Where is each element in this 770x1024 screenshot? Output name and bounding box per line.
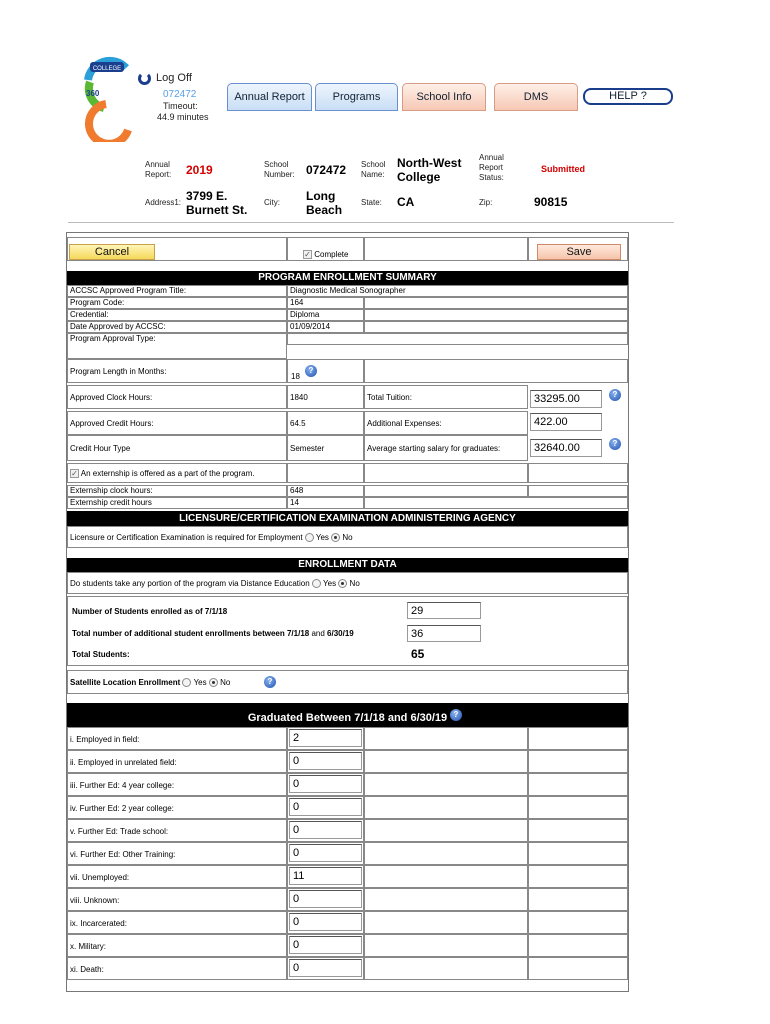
graduate-outcome-label: i. Employed in field:: [67, 727, 287, 750]
graduate-outcome-input[interactable]: 0: [289, 959, 362, 977]
length-value: 18: [291, 372, 300, 381]
licensure-title: LICENSURE/CERTIFICATION EXAMINATION ADMINISTERING AGENCY: [67, 511, 628, 526]
complete-label: Complete: [314, 250, 349, 259]
save-button[interactable]: Save: [537, 244, 621, 260]
cancel-button[interactable]: Cancel: [69, 244, 155, 260]
graduate-outcome-input[interactable]: 0: [289, 821, 362, 839]
distance-no-radio[interactable]: [338, 579, 347, 588]
additional-label: Total number of additional student enrollments between 7/1/18: [72, 629, 310, 638]
graduate-outcome-input[interactable]: 11: [289, 867, 362, 885]
graduate-outcome-label: ii. Employed in unrelated field:: [67, 750, 287, 773]
graduate-outcome-input[interactable]: 0: [289, 890, 362, 908]
divider: [68, 222, 674, 223]
zip-label: Zip:: [479, 198, 493, 207]
distance-yes-radio[interactable]: [312, 579, 321, 588]
help-icon[interactable]: ?: [609, 438, 621, 450]
address-value: 3799 E. Burnett St.: [186, 189, 248, 217]
tab-annual-report[interactable]: Annual Report: [227, 83, 312, 111]
graduate-outcome-label: ix. Incarcerated:: [67, 911, 287, 934]
additional-and: and: [311, 629, 325, 638]
empty-cell: [528, 934, 628, 957]
graduate-outcome-label: v. Further Ed: Trade school:: [67, 819, 287, 842]
program-form: [66, 232, 629, 992]
date-approved-label: Date Approved by ACCSC:: [67, 321, 287, 333]
empty-cell: [364, 359, 628, 383]
empty-cell: [528, 888, 628, 911]
tuition-label: Total Tuition:: [364, 385, 528, 409]
licensure-yes-radio[interactable]: [305, 533, 314, 542]
empty-cell: [364, 497, 628, 509]
tab-dms[interactable]: DMS: [494, 83, 578, 111]
report-status-badge: Submitted: [541, 164, 585, 174]
empty-cell: [528, 842, 628, 865]
externship-label: An externship is offered as a part of the program.: [80, 469, 255, 478]
empty-cell: [364, 842, 528, 865]
empty-cell: [364, 321, 628, 333]
date-approved-value: 01/09/2014: [287, 321, 364, 333]
salary-label: Average starting salary for graduates:: [364, 435, 528, 461]
credit-hours-value: 64.5: [287, 411, 364, 435]
empty-cell: [364, 309, 628, 321]
help-button[interactable]: HELP ?: [583, 88, 673, 105]
licensure-no-label: No: [342, 533, 353, 542]
empty-cell: [528, 911, 628, 934]
approval-type-label: Program Approval Type:: [67, 333, 287, 359]
graduate-outcome-input[interactable]: 0: [289, 913, 362, 931]
expenses-input[interactable]: 422.00: [530, 413, 602, 431]
credit-type-label: Credit Hour Type: [67, 435, 287, 461]
distance-no-label: No: [349, 579, 360, 588]
empty-cell: [364, 796, 528, 819]
annual-report-year: 2019: [186, 163, 213, 177]
graduate-outcome-input[interactable]: 0: [289, 798, 362, 816]
distance-yes-label: Yes: [323, 579, 337, 588]
graduate-outcome-label: viii. Unknown:: [67, 888, 287, 911]
empty-cell: [364, 911, 528, 934]
program-title-value: Diagnostic Medical Sonographer: [287, 285, 628, 297]
state-label: State:: [361, 198, 382, 207]
satellite-yes-radio[interactable]: [182, 678, 191, 687]
complete-checkbox[interactable]: ✓: [304, 250, 311, 260]
credential-value: Diploma: [287, 309, 364, 321]
complete-checkbox-wrap[interactable]: [303, 250, 348, 260]
graduate-outcome-label: iv. Further Ed: 2 year college:: [67, 796, 287, 819]
spacer-cell: [364, 237, 528, 261]
svg-text:COLLEGE: COLLEGE: [92, 66, 122, 72]
graduate-outcome-label: vii. Unemployed:: [67, 865, 287, 888]
tab-programs[interactable]: Programs: [315, 83, 398, 111]
graduate-outcome-label: x. Military:: [67, 934, 287, 957]
empty-cell: [364, 957, 528, 980]
credit-hours-label: Approved Credit Hours:: [67, 411, 287, 435]
empty-cell: [364, 485, 528, 497]
total-value: 65: [411, 647, 425, 661]
empty-cell: [364, 819, 528, 842]
enrolled-input[interactable]: 29: [407, 602, 481, 619]
clock-hours-label: Approved Clock Hours:: [67, 385, 287, 409]
satellite-yes-label: Yes: [193, 678, 207, 687]
empty-cell: [364, 934, 528, 957]
credential-label: Credential:: [67, 309, 287, 321]
licensure-no-radio[interactable]: [331, 533, 340, 542]
additional-input[interactable]: 36: [407, 625, 481, 642]
school-number-label: School Number:: [264, 160, 295, 179]
length-label: Program Length in Months:: [67, 359, 287, 383]
clock-hours-value: 1840: [287, 385, 364, 409]
empty-cell: [364, 888, 528, 911]
expenses-label: Additional Expenses:: [364, 411, 528, 435]
licensure-question: Licensure or Certification Examination is required for Employment: [70, 533, 303, 542]
timeout-value: 44.9 minutes: [157, 112, 209, 122]
help-icon[interactable]: ?: [609, 389, 621, 401]
empty-cell: [528, 485, 628, 497]
satellite-no-label: No: [220, 678, 231, 687]
graduate-outcome-input[interactable]: 0: [289, 844, 362, 862]
zip-value: 90815: [534, 195, 568, 209]
licensure-yes-label: Yes: [315, 533, 329, 542]
empty-cell: [528, 865, 628, 888]
timeout-label: Timeout:: [163, 101, 198, 111]
total-label: Total Students:: [72, 650, 130, 659]
distance-question: Do students take any portion of the program via Distance Education: [70, 579, 310, 588]
college-360-logo: [78, 52, 134, 142]
satellite-no-radio[interactable]: [209, 678, 218, 687]
empty-cell: [528, 957, 628, 980]
empty-cell: [364, 463, 528, 483]
address-label: Address1:: [145, 198, 182, 207]
program-code-value: 164: [287, 297, 364, 309]
graduate-outcome-label: iii. Further Ed: 4 year college:: [67, 773, 287, 796]
graduate-outcome-label: xi. Death:: [67, 957, 287, 980]
graduate-outcome-label: vi. Further Ed: Other Training:: [67, 842, 287, 865]
satellite-row: [67, 670, 628, 694]
empty-cell: [528, 727, 628, 750]
empty-cell: [528, 819, 628, 842]
program-code-label: Program Code:: [67, 297, 287, 309]
additional-end: 6/30/19: [327, 629, 354, 638]
empty-cell: [287, 463, 364, 483]
salary-input[interactable]: 32640.00: [530, 439, 602, 457]
empty-cell: [364, 750, 528, 773]
ext-credit-label: Externship credit hours: [67, 497, 287, 509]
state-value: CA: [397, 195, 415, 209]
ext-credit-value: 14: [287, 497, 364, 509]
graduate-outcome-input[interactable]: 0: [289, 775, 362, 793]
program-summary-title: PROGRAM ENROLLMENT SUMMARY: [67, 271, 628, 285]
account-id: 072472: [163, 89, 197, 100]
program-title-label: ACCSC Approved Program Title:: [67, 285, 287, 297]
logoff-link[interactable]: Log Off: [156, 72, 192, 84]
externship-checkbox[interactable]: ✓: [71, 469, 78, 479]
graduate-outcome-input[interactable]: 0: [289, 936, 362, 954]
annual-report-label: Annual Report:: [145, 160, 172, 179]
licensure-row: [67, 526, 628, 548]
credit-type-value: Semester: [287, 435, 364, 461]
school-name-value: North-West College: [397, 156, 462, 184]
tuition-input[interactable]: 33295.00: [530, 390, 602, 408]
graduated-title-text: Graduated Between 7/1/18 and 6/30/19: [247, 712, 448, 724]
school-name-label: School Name:: [361, 160, 386, 179]
tab-school-info[interactable]: School Info: [402, 83, 486, 111]
enrollment-title: ENROLLMENT DATA: [67, 558, 628, 572]
help-icon[interactable]: ?: [305, 365, 317, 377]
enrolled-label: Number of Students enrolled as of 7/1/18: [72, 607, 228, 616]
externship-cell: [67, 463, 287, 483]
help-icon[interactable]: ?: [450, 709, 462, 721]
ext-clock-value: 648: [287, 485, 364, 497]
graduated-title: [67, 703, 628, 727]
approval-type-value: [287, 333, 628, 345]
city-value: Long Beach: [306, 189, 343, 217]
school-number-value: 072472: [306, 163, 347, 177]
graduate-outcome-input[interactable]: 2: [289, 729, 362, 747]
city-label: City:: [264, 198, 280, 207]
empty-cell: [528, 773, 628, 796]
empty-cell: [528, 750, 628, 773]
ext-clock-label: Externship clock hours:: [67, 485, 287, 497]
satellite-label: Satellite Location Enrollment: [70, 678, 181, 687]
empty-cell: [528, 463, 628, 483]
distance-row: [67, 572, 628, 594]
svg-text:360: 360: [86, 89, 100, 98]
report-status-label: Annual Report Status:: [479, 153, 504, 182]
empty-cell: [528, 796, 628, 819]
power-icon[interactable]: [138, 72, 151, 85]
help-icon[interactable]: ?: [264, 676, 276, 688]
graduate-outcome-input[interactable]: 0: [289, 752, 362, 770]
empty-cell: [364, 297, 628, 309]
empty-cell: [364, 865, 528, 888]
additional-label-row: [72, 629, 354, 639]
empty-cell: [364, 773, 528, 796]
empty-cell: [364, 727, 528, 750]
